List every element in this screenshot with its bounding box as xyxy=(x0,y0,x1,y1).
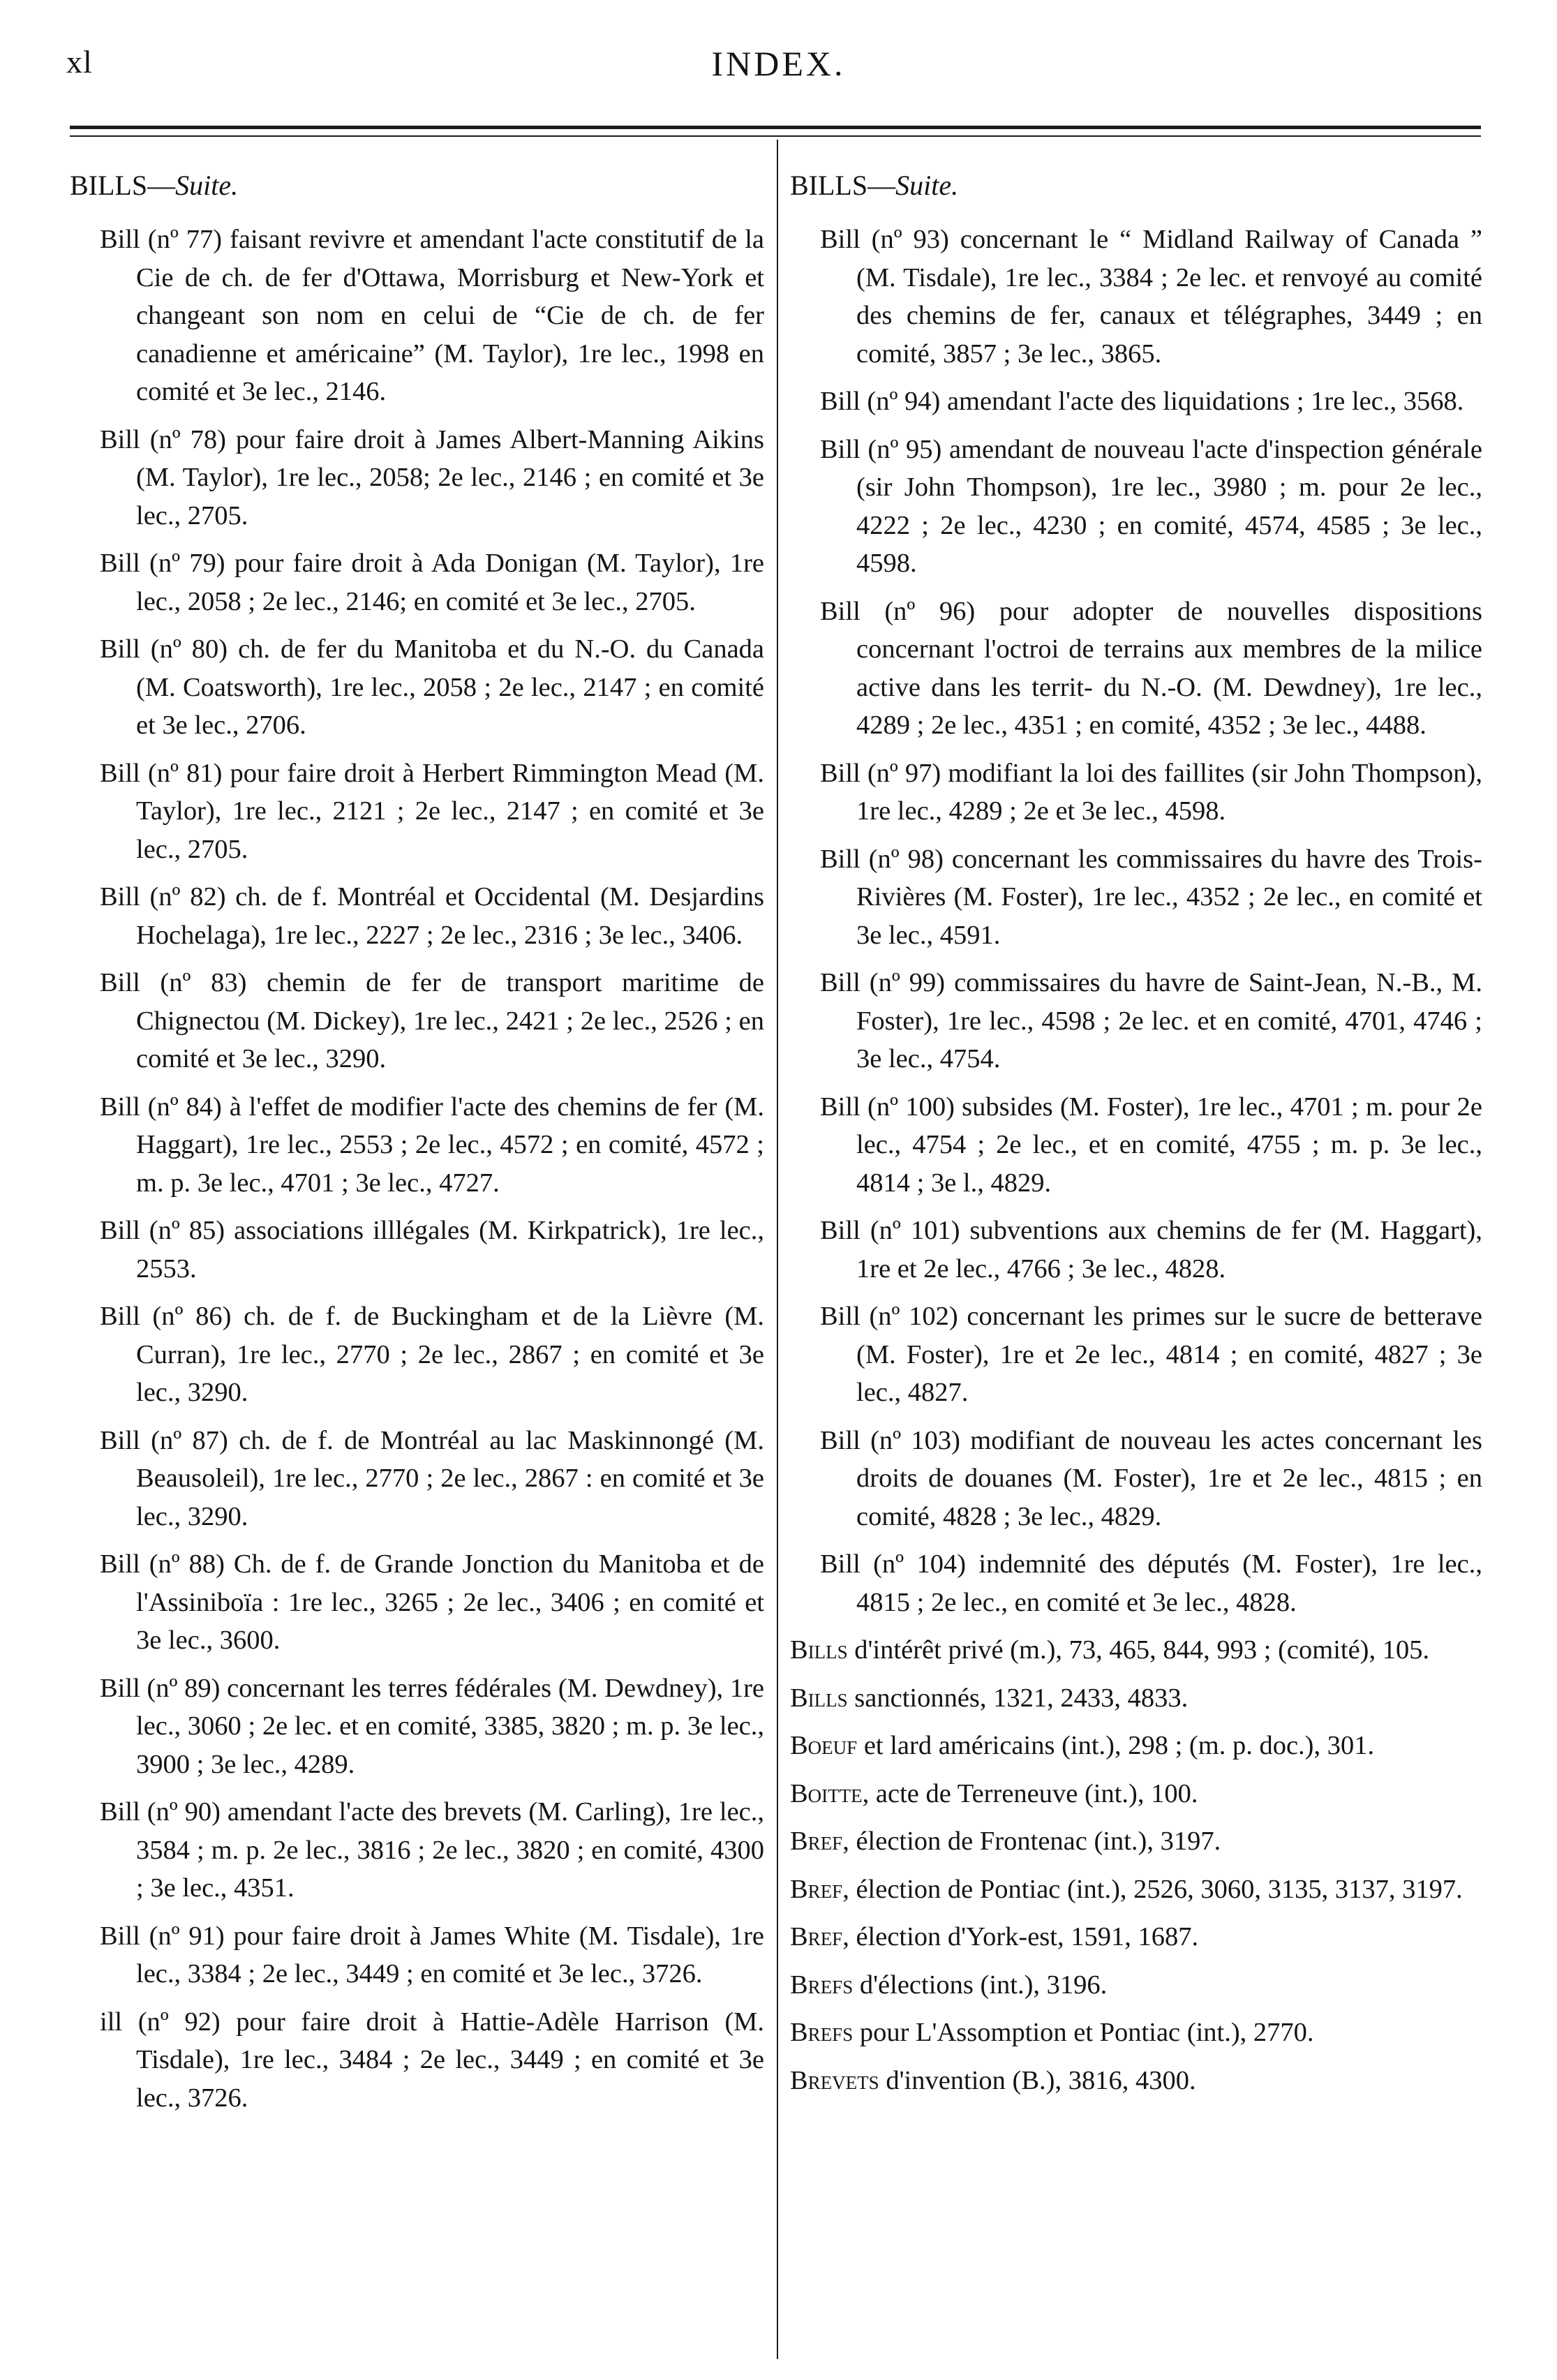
page-folio: xl xyxy=(66,44,93,80)
heading-suite: Suite. xyxy=(895,170,959,201)
index-entry: Bill (nº 78) pour faire droit à James Albert-Manning Aikins (M. Taylor), 1re lec., 2058; 2e lec., 2146 ; en comité et 3e lec., 2705. xyxy=(100,424,764,530)
entry-term: Bref xyxy=(790,1922,843,1951)
index-entry: Bill (nº 81) pour faire droit à Herbert Rimmington Mead (M. Taylor), 1re lec., 2121 ; 2e lec., 2147 ; en comité et 3e lec., 2705. xyxy=(100,758,764,864)
section-heading xyxy=(790,166,1482,205)
index-entry: Bill (nº 87) ch. de f. de Montréal au lac Maskinnongé (M. Beausoleil), 1re lec., 2770 ; 2e lec., 2867 : en comité et 3e lec., 3290. xyxy=(100,1425,764,1531)
index-main-entry xyxy=(790,1631,1482,1669)
entry-term: Brefs xyxy=(790,1970,854,2000)
entry-text: , élection d'York-est, 1591, 1687. xyxy=(842,1922,1199,1951)
entry-text: et lard américains (int.), 298 ; (m. p. doc.), 301. xyxy=(857,1731,1375,1760)
column-divider xyxy=(777,140,778,2359)
index-entry: Bill (nº 84) à l'effet de modifier l'acte des chemins de fer (M. Haggart), 1re lec., 2553 ; 2e lec., 4572 ; en comité, 4572 ; m. p. 3e lec., 4701 ; 3e lec., 4727. xyxy=(100,1092,764,1198)
index-entry: Bill (nº 79) pour faire droit à Ada Donigan (M. Taylor), 1re lec., 2058 ; 2e lec., 2146; en comité et 3e lec., 2705. xyxy=(100,549,764,616)
running-title: INDEX. xyxy=(711,44,846,83)
entry-text: , élection de Pontiac (int.), 2526, 3060, 3135, 3137, 3197. xyxy=(842,1874,1463,1904)
entry-term: Brefs xyxy=(790,2018,854,2047)
index-entry: Bill (nº 98) concernant les commissaires du havre des Trois-Rivières (M. Foster), 1re lec., 4352 ; 2e lec., en comité et 3e lec., 4591. xyxy=(820,844,1482,950)
index-entry: Bill (nº 93) concernant le “ Midland Railway of Canada ” (M. Tisdale), 1re lec., 3384 ; 2e lec. et renvoyé au comité des chemins de fer, canaux et télégraphes, 3449 ; en comité, 3857 ; 3e lec., 3865. xyxy=(820,225,1482,369)
entry-text: d'invention (B.), 3816, 4300. xyxy=(879,2065,1196,2095)
index-entry: Bill (nº 82) ch. de f. Montréal et Occidental (M. Desjardins Hochelaga), 1re lec., 2227 ; 2e lec., 2316 ; 3e lec., 3406. xyxy=(100,882,764,950)
entry-term: Bref xyxy=(790,1827,843,1856)
entry-term: Boeuf xyxy=(790,1731,858,1760)
index-entry: Bill (nº 88) Ch. de f. de Grande Jonction du Manitoba et de l'Assiniboïa : 1re lec., 3265 ; 2e lec., 3406 ; en comité et 3e lec., 3600. xyxy=(100,1549,764,1655)
index-main-entry xyxy=(790,2062,1482,2100)
index-entry: Bill (nº 83) chemin de fer de transport maritime de Chignectou (M. Dickey), 1re lec., 2421 ; 2e lec., 2526 ; en comité et 3e lec., 3290. xyxy=(100,968,764,1073)
index-main-entry xyxy=(790,1918,1482,1956)
index-entry: Bill (nº 77) faisant revivre et amendant l'acte constitutif de la Cie de ch. de fer d'Ottawa, Morrisburg et New-York et changeant son nom en celui de “Cie de ch. de fer canadienne et américaine” (M. Taylor), 1re lec., 1998 en comité et 3e lec., 2146. xyxy=(100,225,764,406)
index-entry: Bill (nº 94) amendant l'acte des liquidations ; 1re lec., 3568. xyxy=(820,387,1464,416)
header-rule-thick xyxy=(70,126,1481,129)
index-entry: Bill (nº 85) associations illlégales (M. Kirkpatrick), 1re lec., 2553. xyxy=(100,1216,764,1284)
index-entry: Bill (nº 90) amendant l'acte des brevets (M. Carling), 1re lec., 3584 ; m. p. 2e lec., 3816 ; 2e lec., 3820 ; en comité, 4300 ; 3e lec., 4351. xyxy=(100,1797,764,1903)
right-column xyxy=(790,166,1482,2109)
index-main-entry xyxy=(790,2014,1482,2052)
entry-text: d'intérêt privé (m.), 73, 465, 844, 993 ; (comité), 105. xyxy=(847,1635,1430,1665)
heading-suite: Suite. xyxy=(175,170,239,201)
index-entry: Bill (nº 102) concernant les primes sur le sucre de betterave (M. Foster), 1re et 2e lec., 4814 ; en comité, 4827 ; 3e lec., 4827. xyxy=(820,1302,1482,1407)
entry-term: Bref xyxy=(790,1874,843,1904)
index-entry: ill (nº 92) pour faire droit à Hattie-Adèle Harrison (M. Tisdale), 1re lec., 3484 ; 2e lec., 3449 ; en comité et 3e lec., 3726. xyxy=(100,2007,764,2113)
index-entry: Bill (nº 99) commissaires du havre de Saint-Jean, N.-B., M. Foster), 1re lec., 4598 ; 2e lec. et en comité, 4701, 4746 ; 3e lec., 4754. xyxy=(820,968,1482,1073)
heading-main: BILLS— xyxy=(70,170,176,201)
heading-main: BILLS— xyxy=(790,170,896,201)
entry-text: , élection de Frontenac (int.), 3197. xyxy=(842,1827,1221,1856)
index-entry: Bill (nº 101) subventions aux chemins de fer (M. Haggart), 1re et 2e lec., 4766 ; 3e lec., 4828. xyxy=(820,1216,1482,1284)
entry-term: Bills xyxy=(790,1683,848,1713)
index-main-entry xyxy=(790,1775,1482,1813)
index-entry: Bill (nº 89) concernant les terres fédérales (M. Dewdney), 1re lec., 3060 ; 2e lec. et en comité, 3385, 3820 ; m. p. 3e lec., 3900 ; 3e lec., 4289. xyxy=(100,1673,764,1779)
index-entry: Bill (nº 96) pour adopter de nouvelles dispositions concernant l'octroi de terrains aux membres de la milice active dans les territ- du N.-O. (M. Dewdney), 1re lec., 4289 ; 2e lec., 4351 ; en comité, 4352 ; 3e lec., 4488. xyxy=(820,596,1482,740)
index-entry: Bill (nº 91) pour faire droit à James White (M. Tisdale), 1re lec., 3384 ; 2e lec., 3449 ; en comité et 3e lec., 3726. xyxy=(100,1921,764,1988)
entry-term: Brevets xyxy=(790,2065,879,2095)
index-entry: Bill (nº 103) modifiant de nouveau les actes concernant les droits de douanes (M. Foster), 1re et 2e lec., 4815 ; en comité, 4828 ; 3e lec., 4829. xyxy=(820,1425,1482,1531)
entry-text: sanctionnés, 1321, 2433, 4833. xyxy=(847,1683,1189,1713)
index-main-entry xyxy=(790,1679,1482,1718)
index-entry: Bill (nº 97) modifiant la loi des faillites (sir John Thompson), 1re lec., 4289 ; 2e et 3e lec., 4598. xyxy=(820,758,1482,826)
entry-text: , acte de Terreneuve (int.), 100. xyxy=(862,1778,1198,1808)
index-main-entry xyxy=(790,1727,1482,1765)
entry-term: Bills xyxy=(790,1635,848,1665)
entry-text: pour L'Assomption et Pontiac (int.), 2770. xyxy=(853,2018,1314,2047)
index-main-entry xyxy=(790,1966,1482,2005)
index-entry: Bill (nº 100) subsides (M. Foster), 1re lec., 4701 ; m. pour 2e lec., 4754 ; 2e lec., et en comité, 4755 ; m. p. 3e lec., 4814 ; 3e l., 4829. xyxy=(820,1092,1482,1198)
index-entry: Bill (nº 80) ch. de fer du Manitoba et du N.-O. du Canada (M. Coatsworth), 1re lec., 2058 ; 2e lec., 2147 ; en comité et 3e lec., 2706. xyxy=(100,634,764,740)
index-entry: Bill (nº 104) indemnité des députés (M. Foster), 1re lec., 4815 ; 2e lec., en comité et 3e lec., 4828. xyxy=(820,1549,1482,1617)
index-main-entry xyxy=(790,1822,1482,1861)
entry-term: Boitte xyxy=(790,1778,863,1808)
section-heading xyxy=(70,166,764,205)
entry-text: d'élections (int.), 3196. xyxy=(853,1970,1108,2000)
index-main-entry xyxy=(790,1870,1482,1909)
header-rule-thin xyxy=(70,135,1481,137)
index-entry: Bill (nº 86) ch. de f. de Buckingham et de la Lièvre (M. Curran), 1re lec., 2770 ; 2e lec., 2867 ; en comité et 3e lec., 3290. xyxy=(100,1302,764,1407)
index-entry: Bill (nº 95) amendant de nouveau l'acte d'inspection générale (sir John Thompson), 1re lec., 3980 ; m. pour 2e lec., 4222 ; 2e lec., 4230 ; en comité, 4574, 4585 ; 3e lec., 4598. xyxy=(820,434,1482,578)
left-column xyxy=(70,166,764,2127)
